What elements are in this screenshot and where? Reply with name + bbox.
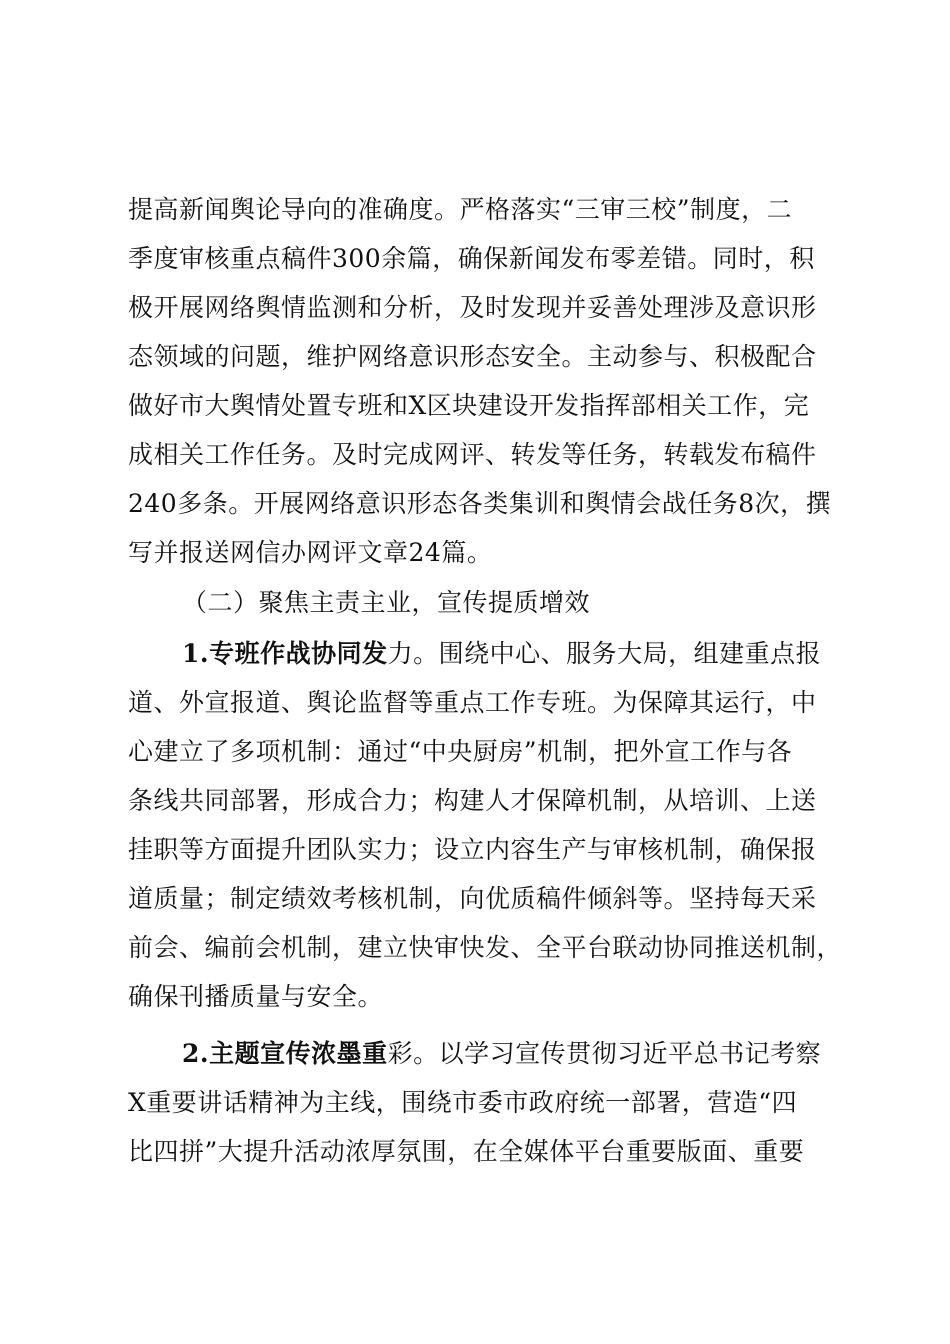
- paragraph-line: 条线共同部署，形成合力；构建人才保障机制，从培训、上送: [128, 786, 817, 815]
- paragraph-line: 心建立了多项机制：通过“中央厨房”机制，把外宣工作与各: [128, 737, 793, 766]
- paragraph-line: 成相关工作任务。及时完成网评、转发等任务，转载发布稿件: [128, 440, 817, 469]
- paragraph-line: 提高新闻舆论导向的准确度。严格落实“三审三校”制度，二: [128, 195, 793, 224]
- paragraph-line: 极开展网络舆情监测和分析，及时发现并妥善处理涉及意识形: [128, 293, 817, 322]
- paragraph-line: X重要讲话精神为主线，围绕市委市政府统一部署，营造“四: [128, 1088, 798, 1117]
- paragraph-line: 比四拼”大提升活动浓厚氛围，在全媒体平台重要版面、重要: [128, 1137, 805, 1166]
- paragraph-line: 道、外宣报道、舆论监督等重点工作专班。为保障其运行，中: [128, 688, 817, 717]
- item-2-first-line: [182, 1034, 888, 1074]
- paragraph-line: 做好市大舆情处置专班和X区块建设开发指挥部相关工作，完: [128, 391, 810, 420]
- paragraph-line: 态领域的问题，维护网络意识形态安全。主动参与、积极配合: [128, 342, 817, 371]
- item-2-first-line-text: 彩。以学习宣传贯彻习近平总书记考察: [387, 1039, 822, 1068]
- paragraph-line: 确保刊播质量与安全。: [128, 982, 384, 1011]
- paragraph-line: 写并报送网信办网评文章24篇。: [128, 538, 493, 567]
- item-2-title: 2.主题宣传浓墨重: [182, 1039, 388, 1068]
- paragraph-line: 挂职等方面提升团队实力；设立内容生产与审核机制，确保报: [128, 835, 817, 864]
- item-1-first-line-text: 力。围绕中心、服务大局，组建重点报: [387, 639, 822, 668]
- paragraph-line: 240多条。开展网络意识形态各类集训和舆情会战任务8次，撰: [128, 489, 832, 518]
- paragraph-line: 道质量；制定绩效考核机制，向优质稿件倾斜等。坚持每天采: [128, 884, 817, 913]
- section-heading: （二）聚焦主责主业，宣传提质增效: [182, 588, 591, 617]
- paragraph-line: 前会、编前会机制，建立快审快发、全平台联动协同推送机制，: [128, 933, 843, 962]
- item-1-first-line: [182, 634, 888, 674]
- item-1-title: 1.专班作战协同发: [182, 639, 388, 668]
- paragraph-line: 季度审核重点稿件300余篇，确保新闻发布零差错。同时，积: [128, 244, 815, 273]
